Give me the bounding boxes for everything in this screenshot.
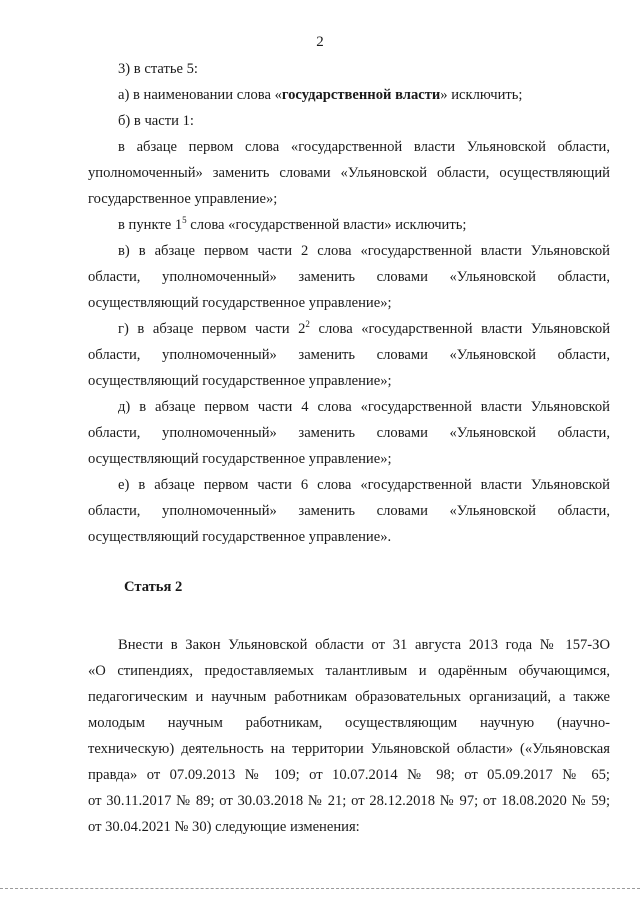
item-b1-line2: уполномоченный» заменить словами «Ульяновской области, осуществляющий <box>88 165 610 181</box>
item-d-line3: осуществляющий государственное управление»; <box>88 451 392 467</box>
item-b2: в пункте $1^5$ слова «государственной власти» исключить; <box>118 215 467 233</box>
item-e-line2: области, уполномоченный» заменить словами «Ульяновской области, <box>88 503 610 519</box>
item-e-line1: е) в абзаце первом части 6 слова «государственной власти Ульяновской <box>118 477 610 493</box>
article-2-line: от 30.04.2021 № 30) следующие изменения: <box>88 819 360 835</box>
bold-phrase: государственной власти <box>281 87 441 103</box>
article-2-line: «О стипендиях, предоставляемых талантливым и одарённым обучающимся, <box>88 663 610 679</box>
article-2-line: правда» от 07.09.2013 № 109; от 10.07.2014 № 98; от 05.09.2017 № 65; <box>88 767 610 783</box>
item-g-line1: г) в абзаце первом части $2^2$ слова «государственной власти Ульяновской <box>118 319 611 337</box>
item-b: б) в части 1: <box>118 113 194 129</box>
article-2-line: техническую) деятельность на территории Ульяновской области» («Ульяновская <box>88 741 610 757</box>
item-v-line1: в) в абзаце первом части 2 слова «государственной власти Ульяновской <box>118 243 610 259</box>
item-g-line2: области, уполномоченный» заменить словами «Ульяновской области, <box>88 347 610 363</box>
item-d-line1: д) в абзаце первом части 4 слова «государственной власти Ульяновской <box>118 399 610 415</box>
article-2-heading: Статья 2 <box>124 579 183 595</box>
document-body <box>88 56 610 840</box>
item-a: а) в наименовании слова «государственной власти» исключить; <box>118 87 523 103</box>
page-bottom-edge <box>0 888 640 889</box>
article-2-line: молодым научным работникам, осуществляющим научную (научно- <box>88 715 610 731</box>
article-2-line: педагогическим и научным работникам образовательных организаций, а также <box>88 689 610 705</box>
article-2-line: Внести в Закон Ульяновской области от 31 августа 2013 года № 157-ЗО <box>118 637 610 653</box>
item-b1-line3: государственное управление»; <box>88 191 278 207</box>
item-3: 3) в статье 5: <box>118 61 198 77</box>
item-g-line3: осуществляющий государственное управление»; <box>88 373 392 389</box>
item-d-line2: области, уполномоченный» заменить словами «Ульяновской области, <box>88 425 610 441</box>
item-v-line2: области, уполномоченный» заменить словами «Ульяновской области, <box>88 269 610 285</box>
item-e-line3: осуществляющий государственное управление». <box>88 529 392 545</box>
item-v-line3: осуществляющий государственное управление»; <box>88 295 392 311</box>
item-b1-line1: в абзаце первом слова «государственной власти Ульяновской области, <box>118 139 610 155</box>
page-number: 2 <box>316 34 324 50</box>
article-2-line: от 30.11.2017 № 89; от 30.03.2018 № 21; от 28.12.2018 № 97; от 18.08.2020 № 59; <box>88 793 610 809</box>
